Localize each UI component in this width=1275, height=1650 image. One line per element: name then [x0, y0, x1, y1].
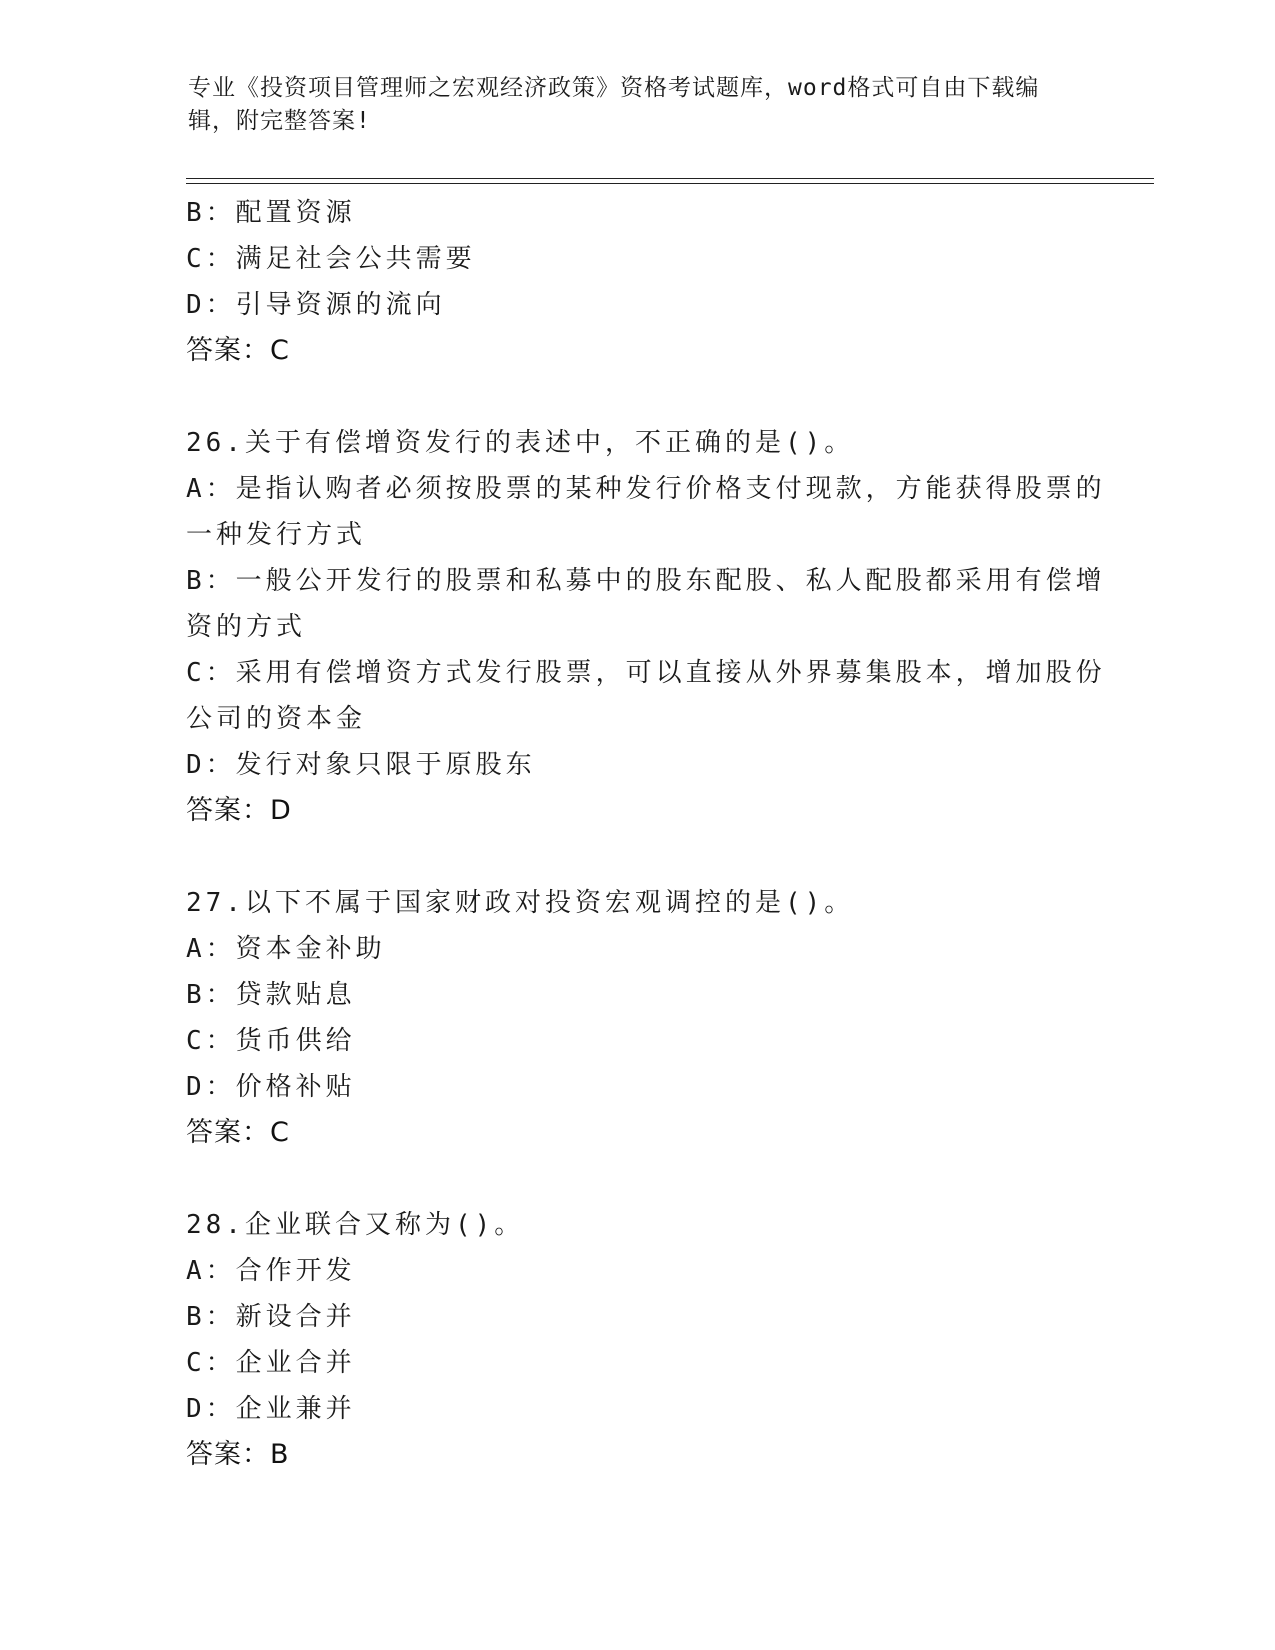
option-line: C：采用有偿增资方式发行股票，可以直接从外界募集股本，增加股份	[186, 658, 1106, 688]
answer-line: 答案：D	[186, 795, 292, 826]
option-line-continued: 资的方式	[186, 612, 307, 642]
question-27	[186, 880, 1086, 1156]
option-line: B：一般公开发行的股票和私募中的股东配股、私人配股都采用有偿增	[186, 566, 1106, 596]
option-line: A：是指认购者必须按股票的某种发行价格支付现款，方能获得股票的	[186, 474, 1106, 504]
option-line-continued: 公司的资本金	[186, 704, 367, 734]
option-line: C：货币供给	[186, 1026, 356, 1056]
spacer	[186, 1156, 1086, 1202]
spacer	[186, 374, 1086, 420]
question-stem: 27.以下不属于国家财政对投资宏观调控的是()。	[186, 888, 855, 918]
answer-line: 答案：C	[186, 1117, 290, 1148]
answer-line: 答案：C	[186, 335, 290, 366]
option-line: A：合作开发	[186, 1256, 356, 1286]
option-line: B：配置资源	[186, 198, 356, 228]
question-25-continued	[186, 190, 1086, 374]
question-stem: 28.企业联合又称为()。	[186, 1210, 525, 1240]
option-line: C：企业合并	[186, 1348, 356, 1378]
option-line: B：新设合并	[186, 1302, 356, 1332]
option-line: A：资本金补助	[186, 934, 386, 964]
document-header	[188, 72, 1088, 138]
header-line-1: 专业《投资项目管理师之宏观经济政策》资格考试题库，word格式可自由下载编	[188, 75, 1040, 101]
option-line-continued: 一种发行方式	[186, 520, 367, 550]
header-divider-top	[186, 178, 1154, 179]
question-26	[186, 420, 1106, 834]
answer-line: 答案：B	[186, 1439, 290, 1470]
header-divider-bottom	[186, 183, 1154, 184]
option-line: C：满足社会公共需要	[186, 244, 476, 274]
option-line: B：贷款贴息	[186, 980, 356, 1010]
spacer	[186, 834, 1086, 880]
question-stem: 26.关于有偿增资发行的表述中，不正确的是()。	[186, 428, 855, 458]
option-line: D：价格补贴	[186, 1072, 356, 1102]
option-line: D：发行对象只限于原股东	[186, 750, 536, 780]
header-line-2: 辑，附完整答案!	[188, 108, 371, 134]
question-content	[186, 190, 1106, 1478]
question-28	[186, 1202, 1086, 1478]
option-line: D：引导资源的流向	[186, 290, 446, 320]
option-line: D：企业兼并	[186, 1394, 356, 1424]
